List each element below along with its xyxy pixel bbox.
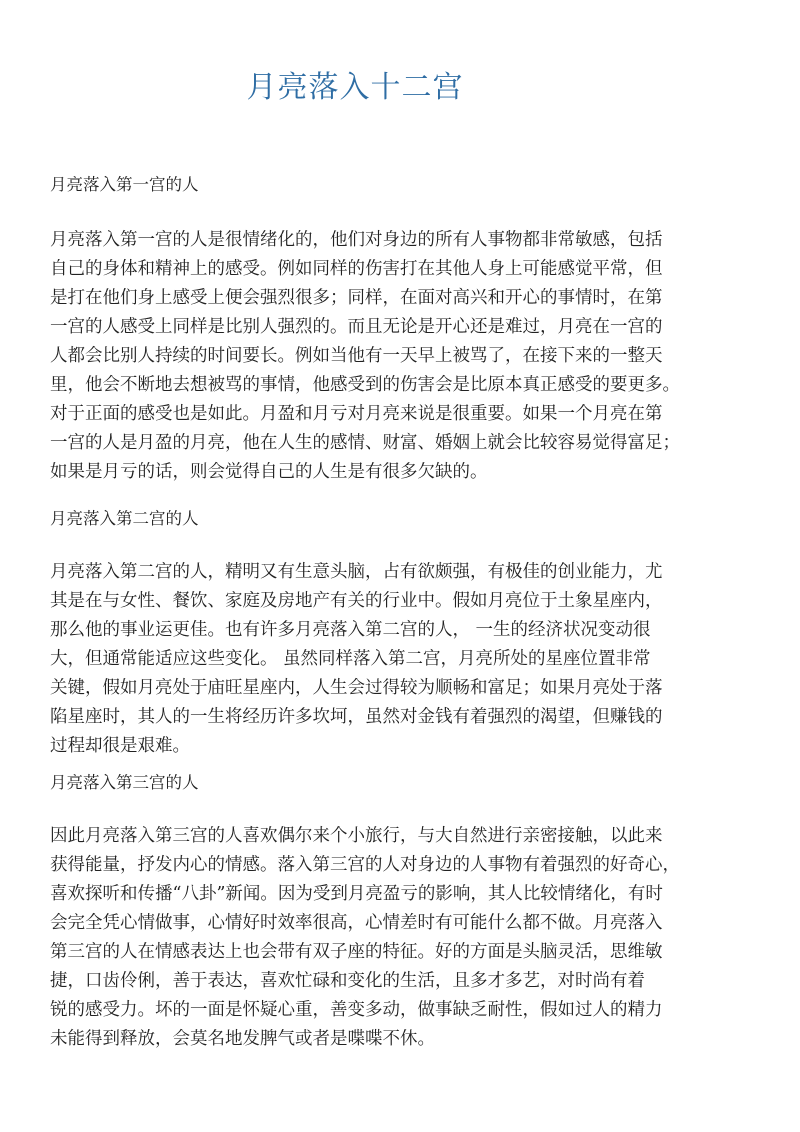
paragraph-line: 其是在与女性、餐饮、家庭及房地产有关的行业中。假如月亮位于土象星座内， <box>50 591 663 611</box>
paragraph-line: 那么他的事业运更佳。也有许多月亮落入第二宫的人， 一生的经济状况变动很 <box>50 620 651 640</box>
paragraph-line: 大，但通常能适应这些变化。 虽然同样落入第二宫，月亮所处的星座位置非常 <box>50 649 651 669</box>
paragraph-line: 里，他会不断地去想被骂的事情，他感受到的伤害会是比原本真正感受的要更多。 <box>50 375 680 395</box>
section-paragraph-3 <box>50 822 680 1054</box>
paragraph-line: 未能得到释放，会莫名地发脾气或者是喋喋不休。 <box>50 1029 435 1049</box>
paragraph-line: 锐的感受力。坏的一面是怀疑心重，善变多动，做事缺乏耐性，假如过人的精力 <box>50 1000 663 1020</box>
section-heading-3: 月亮落入第三宫的人 <box>50 773 199 792</box>
paragraph-line: 因此月亮落入第三宫的人喜欢偶尔来个小旅行，与大自然进行亲密接触，以此来 <box>50 826 663 846</box>
paragraph-line: 月亮落入第二宫的人，精明又有生意头脑，占有欲颇强，有极佳的创业能力，尤 <box>50 562 663 582</box>
section-paragraph-2 <box>50 558 680 761</box>
paragraph-line: 人都会比别人持续的时间要长。例如当他有一天早上被骂了，在接下来的一整天 <box>50 346 663 366</box>
document-title: 月亮落入十二宫 <box>246 70 464 105</box>
paragraph-line: 陷星座时，其人的一生将经历许多坎坷，虽然对金钱有着强烈的渴望，但赚钱的 <box>50 707 663 727</box>
paragraph-line: 是打在他们身上感受上便会强烈很多；同样，在面对高兴和开心的事情时，在第 <box>50 288 663 308</box>
paragraph-line: 如果是月亏的话，则会觉得自己的人生是有很多欠缺的。 <box>50 462 488 482</box>
paragraph-line: 月亮落入第一宫的人是很情绪化的，他们对身边的所有人事物都非常敏感，包括 <box>50 230 663 250</box>
paragraph-line: 对于正面的感受也是如此。月盈和月亏对月亮来说是很重要。如果一个月亮在第 <box>50 404 663 424</box>
section-heading-2: 月亮落入第二宫的人 <box>50 509 199 528</box>
paragraph-line: 过程却很是艰难。 <box>50 736 190 756</box>
paragraph-line: 一宫的人是月盈的月亮，他在人生的感情、财富、婚姻上就会比较容易觉得富足； <box>50 433 680 453</box>
paragraph-line: 关键，假如月亮处于庙旺星座内，人生会过得较为顺畅和富足；如果月亮处于落 <box>50 678 663 698</box>
paragraph-line: 获得能量，抒发内心的情感。落入第三宫的人对身边的人事物有着强烈的好奇心， <box>50 855 680 875</box>
paragraph-line: 第三宫的人在情感表达上也会带有双子座的特征。好的方面是头脑灵活，思维敏 <box>50 942 663 962</box>
paragraph-line: 一宫的人感受上同样是比别人强烈的。而且无论是开心还是难过，月亮在一宫的 <box>50 317 663 337</box>
section-paragraph-1 <box>50 226 680 487</box>
paragraph-line: 捷，口齿伶俐，善于表达，喜欢忙碌和变化的生活，且多才多艺，对时尚有着 <box>50 971 645 991</box>
paragraph-line: 自己的身体和精神上的感受。例如同样的伤害打在其他人身上可能感觉平常，但 <box>50 259 663 279</box>
paragraph-line: 会完全凭心情做事，心情好时效率很高，心情差时有可能什么都不做。月亮落入 <box>50 913 663 933</box>
paragraph-line: 喜欢探听和传播“八卦”新闻。因为受到月亮盈亏的影响，其人比较情绪化，有时 <box>50 884 663 904</box>
section-heading-1: 月亮落入第一宫的人 <box>50 175 199 194</box>
